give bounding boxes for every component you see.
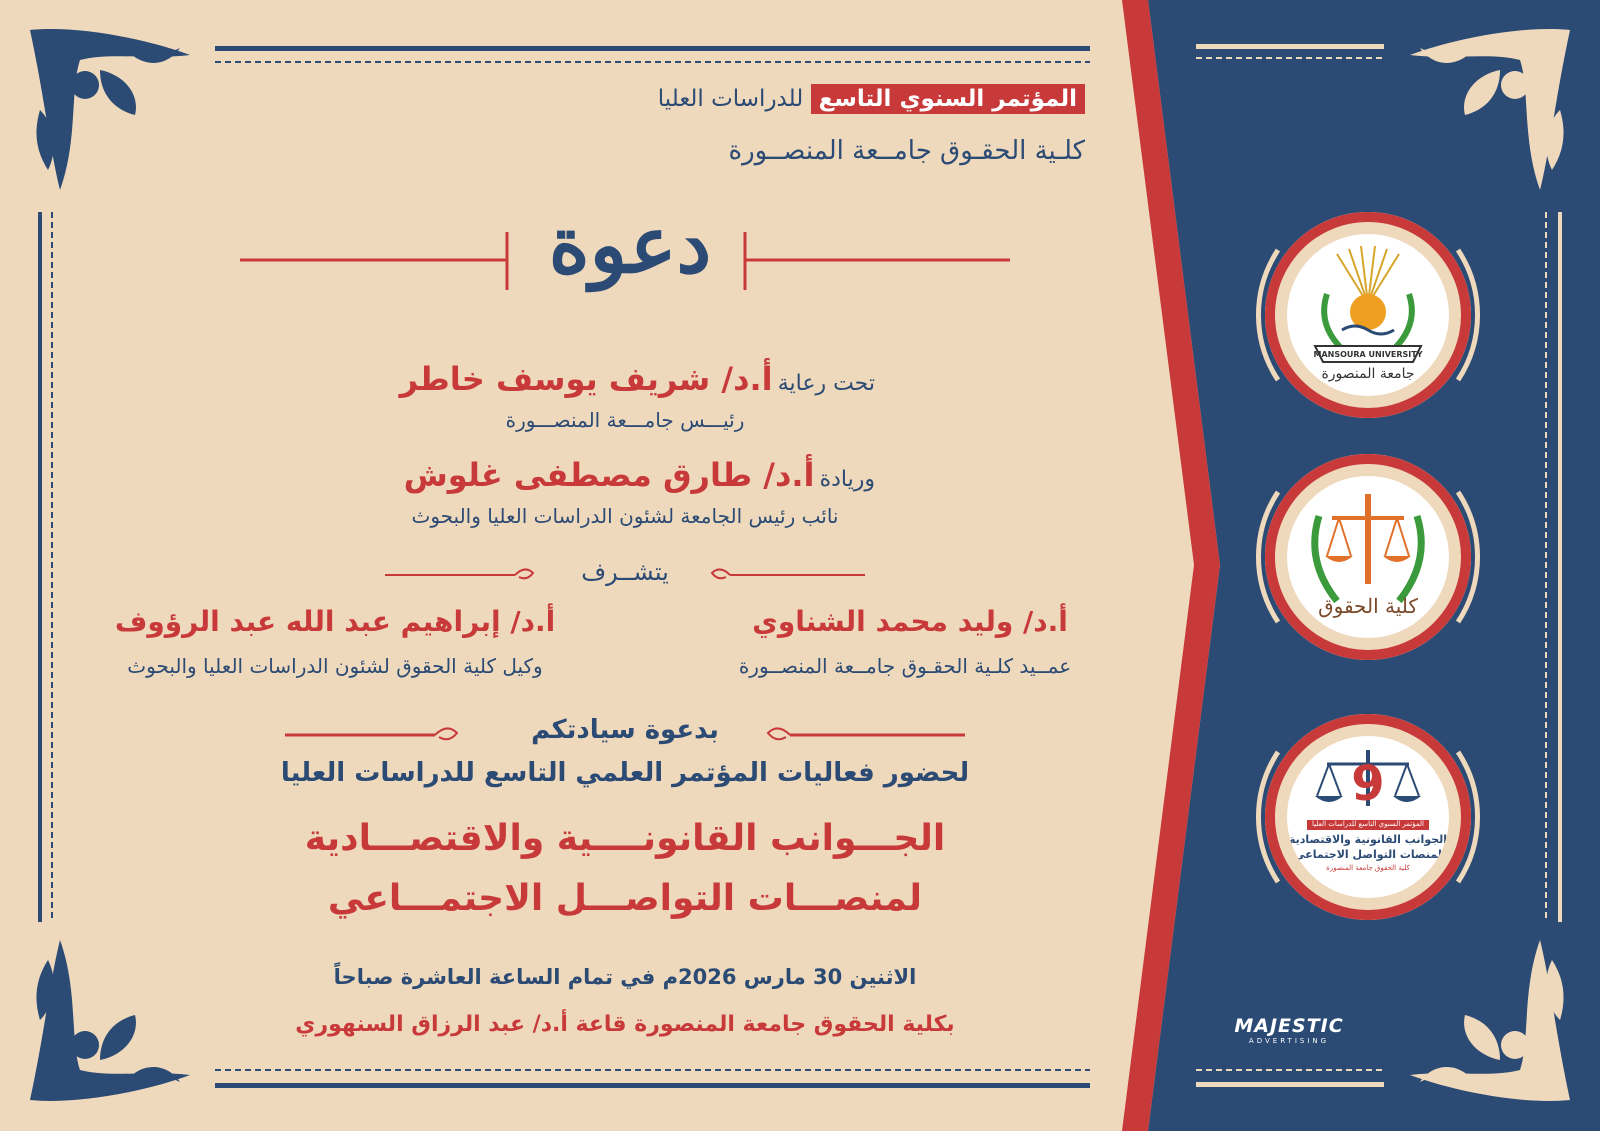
conference-header <box>658 86 1085 112</box>
conference-logo <box>1265 714 1471 920</box>
conference-number: 9 <box>1351 756 1385 812</box>
brand-sub: ADVERTISING <box>1248 1037 1330 1045</box>
corner-ornament-bottom-left <box>30 940 190 1101</box>
host-dean-role: عمــيد كلـية الحقـوق جامــعة المنصــورة <box>738 654 1072 678</box>
corner-ornament-top-left <box>30 29 190 190</box>
invite-line-1: بدعوة سيادتكم <box>531 715 719 745</box>
faculty-header: كلـية الحقـوق جامــعة المنصــورة <box>728 136 1085 166</box>
event-date: الاثنين 30 مارس 2026م في تمام الساعة العاشرة صباحاً <box>333 965 917 989</box>
theme-line-2: لمنصـــات التواصـــل الاجتمـــاعي <box>327 878 923 919</box>
leader-prefix: وريادة <box>819 467 875 492</box>
host-vice-dean-name: أ.د/ إبراهيم عبد الله عبد الرؤوف <box>114 605 556 638</box>
faculty-of-law-logo <box>1265 454 1471 660</box>
invite-line-2: لحضور فعاليات المؤتمر العلمي التاسع للدراسات العليا <box>280 758 970 788</box>
theme-line-1: الجـــوانب القانونــــية والاقتصـــادية <box>304 818 946 859</box>
host-vice-dean-role: وكيل كلية الحقوق لشئون الدراسات العليا والبحوث <box>127 654 543 678</box>
university-name-en: MANSOURA UNIVERSITY <box>1313 350 1423 359</box>
event-venue: بكلية الحقوق جامعة المنصورة قاعة أ.د/ عبد الرزاق السنهوري <box>295 1012 955 1037</box>
leader-name: أ.د/ طارق مصطفى غلوش <box>403 456 815 494</box>
majestic-brand <box>1224 1015 1354 1045</box>
leader-role: نائب رئيس الجامعة لشئون الدراسات العليا والبحوث <box>411 504 839 528</box>
leader-line <box>404 456 875 494</box>
conference-header-rest: للدراسات العليا <box>657 86 804 112</box>
host-dean-name: أ.د/ وليد محمد الشناوي <box>752 605 1068 638</box>
conference-theme-2: لمنصات التواصل الاجتماعي <box>1294 848 1442 861</box>
conference-banner: المؤتمر السنوي التاسع للدراسات العليا <box>1312 820 1424 828</box>
honored-label: يتشــرف <box>581 558 669 586</box>
faculty-name-ar: كلية الحقوق <box>1318 594 1418 618</box>
patron-role: رئيـــس جامـــعة المنصـــورة <box>505 408 745 432</box>
conference-footer: كلية الحقوق جامعة المنصورة <box>1326 864 1410 872</box>
invitation-title: دعوة <box>548 200 712 291</box>
mansoura-university-logo <box>1265 212 1471 418</box>
patron-prefix: تحت رعاية <box>777 371 875 396</box>
conference-theme-1: الجوانب القانونية والاقتصادية <box>1288 833 1448 846</box>
patron-name: أ.د/ شريف يوسف خاطر <box>399 360 773 398</box>
conference-highlight: المؤتمر السنوي التاسع <box>811 84 1085 114</box>
university-name-ar: جامعة المنصورة <box>1321 366 1415 382</box>
brand-name: MAJESTIC <box>1234 1015 1344 1037</box>
patron-line <box>400 360 875 398</box>
